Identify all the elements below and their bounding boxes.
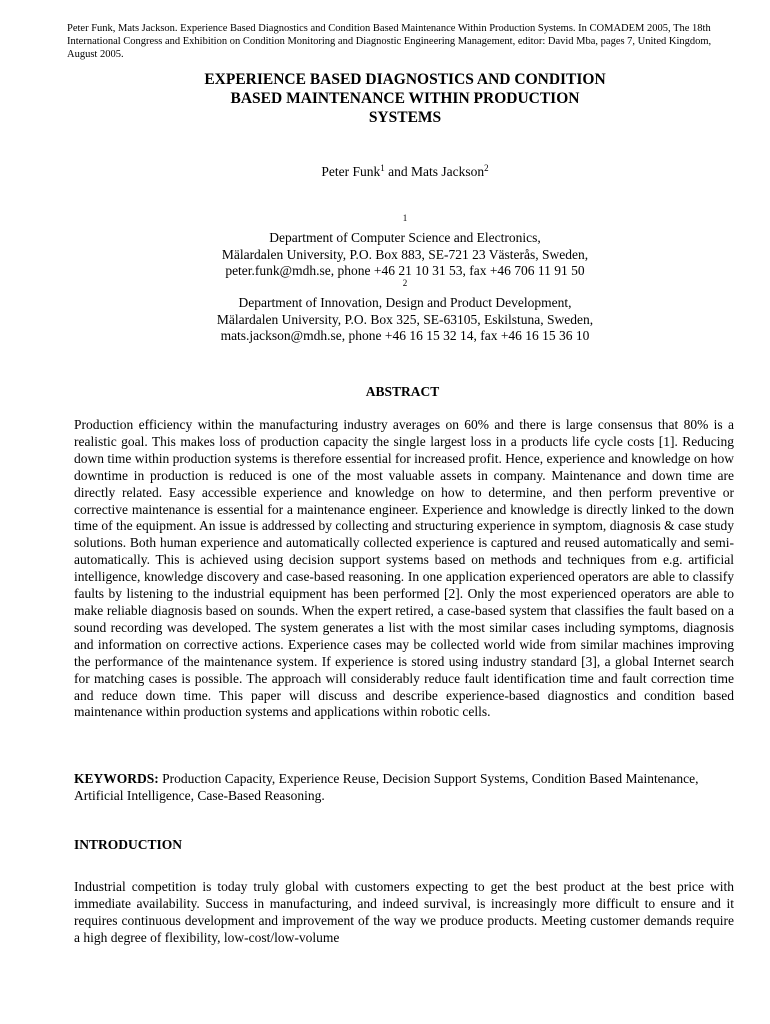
affiliations	[100, 214, 710, 344]
author-name: Peter Funk	[321, 164, 381, 179]
keywords-text: Production Capacity, Experience Reuse, Decision Support Systems, Condition Based Maintenance, Artificial Intelligence, Case-Based Reasoning.	[74, 771, 699, 803]
affiliation-line	[100, 214, 710, 247]
title-line: EXPERIENCE BASED DIAGNOSTICS AND CONDITION	[204, 71, 606, 88]
citation-header: Peter Funk, Mats Jackson. Experience Based Diagnostics and Condition Based Maintenance Within Production Systems. In COMADEM 2005, The 18th International Congress and Exhibition on Condition Monitoring and Diagnostic Engineering Management, editor: David Mba, pages 7, United Kingdom, August 2005.	[67, 23, 712, 60]
affiliation-line: peter.funk@mdh.se, phone +46 21 10 31 53, fax +46 706 11 91 50	[225, 262, 585, 278]
author-list	[100, 163, 710, 180]
affiliation-marker: 2	[484, 163, 489, 173]
affiliation-text: Department of Innovation, Design and Product Development,	[238, 295, 572, 311]
paper-title	[100, 70, 710, 127]
affiliation-marker: 2	[402, 278, 408, 289]
affiliation-marker: 1	[402, 213, 408, 223]
affiliation-line: Mälardalen University, P.O. Box 325, SE-63105, Eskilstuna, Sweden,	[216, 311, 594, 327]
keywords	[74, 770, 734, 804]
affiliation-line	[100, 279, 710, 312]
abstract-heading: ABSTRACT	[365, 384, 440, 399]
title-line: BASED MAINTENANCE WITHIN PRODUCTION	[230, 90, 580, 107]
introduction-body: Industrial competition is today truly global with customers expecting to get the best product at the best price with immediate availability. Success in manufacturing, and indeed survival, is increasingly more difficult to ensure and it requires continuous development and improvement of the way we produce products. Meeting customer demands require a high degree of flexibility, low-cost/low-volume	[74, 879, 734, 945]
abstract-body: Production efficiency within the manufacturing industry averages on 60% and there is large consensus that 80% is a realistic goal. This makes loss of production capacity the single largest loss in a products life cycle costs [1]. Reducing down time within production systems is therefore essential for increased profit. Hence, experience and knowledge on how downtime in production is reduced is one of the most valuable assets in company. Maintenance and down time are directly related. Easy accessible experience and knowledge on how to determine, and then perform preventive or corrective maintenance is essential for a maintenance engineer. Experience and knowledge is directly linked to the down time of the equipment. An issue is addressed by collecting and structuring experience in symptom, diagnosis & case study solutions. Both human experience and automatically collected experience is captured and reused automatically and semi-automatically. This is achieved using decision support systems based on methods and techniques from e.g. artificial intelligence, knowledge discovery and case-based reasoning. In one application experienced operators are able to classify faults by listening to the industrial equipment has been performed [2]. Only the most experienced operators are able to make reliable diagnosis based on sounds. When the expert retired, a case-based system that classifies the fault based on a sound recording was developed. The system generates a list with the most similar cases including symptoms, diagnosis and information on corrective actions. Experience cases may be collected world wide from similar machines improving the performance of the maintenance system. If experience is stored using industry standard [3], a global Internet search for matching cases is possible. The approach will considerably reduce fault identification time and fault correction time and reduce down time. This paper will discuss and describe experience-based diagnostics and condition based maintenance within production systems and applications within robotic cells.	[74, 417, 734, 720]
affiliation-marker: 1	[380, 163, 385, 173]
affiliation-text: Department of Computer Science and Electronics,	[269, 230, 541, 246]
author-name: Mats Jackson	[411, 164, 485, 179]
author-connector: and	[384, 164, 411, 179]
affiliation-line: Mälardalen University, P.O. Box 883, SE-721 23 Västerås, Sweden,	[221, 246, 589, 262]
title-line: SYSTEMS	[368, 109, 442, 126]
affiliation-line: mats.jackson@mdh.se, phone +46 16 15 32 14, fax +46 16 15 36 10	[220, 328, 590, 344]
keywords-label: KEYWORDS:	[74, 771, 159, 786]
introduction-heading: INTRODUCTION	[74, 837, 183, 852]
